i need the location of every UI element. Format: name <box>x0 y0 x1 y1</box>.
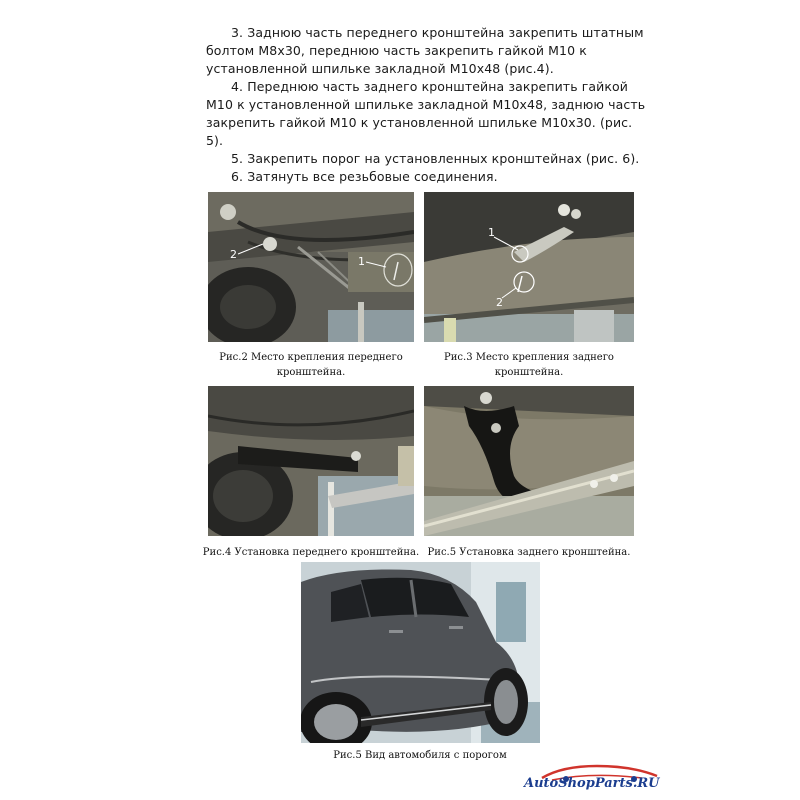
step-3: 3. Заднюю часть переднего кронштейна закрепить штатным болтом М8х30, переднюю часть закрепить гайкой М10 к установленной шпильке закладной М10х48 (рис.4). <box>206 25 644 76</box>
marker-2: 2 <box>230 248 237 261</box>
marker-1: 1 <box>358 255 365 268</box>
marker-2: 2 <box>496 296 503 309</box>
step-4: 4. Переднюю часть заднего кронштейна закрепить гайкой М10 к установленной шпильке закладной М10х48, заднюю часть закрепить гайкой М10 к установленной шпильке М10х30. (рис. 5). <box>206 79 646 148</box>
caption-fig4: Рис.4 Установка переднего кронштейна. <box>202 547 420 558</box>
caption-fig6: Рис.5 Вид автомобиля с порогом <box>333 750 507 761</box>
photo-rear-bracket-installed <box>424 386 634 536</box>
site-logo <box>522 762 692 796</box>
step-5: 5. Закрепить порог на установленных кронштейнах (рис. 6). <box>231 151 640 166</box>
photo-rear-bracket-mount <box>424 192 634 342</box>
caption-fig2: Рис.2 Место крепления переднего кронштейна. <box>219 352 403 378</box>
logo-text: AutoShopParts.RU <box>524 776 660 791</box>
step-6: 6. Затянуть все резьбовые соединения. <box>231 169 498 184</box>
instructions-text <box>206 24 646 186</box>
caption-fig5: Рис.5 Установка заднего кронштейна. <box>427 547 631 558</box>
marker-1: 1 <box>488 226 495 239</box>
caption-fig3: Рис.3 Место крепления заднего кронштейна. <box>444 352 614 378</box>
photo-front-bracket-mount <box>208 192 414 342</box>
photo-front-bracket-installed <box>208 386 414 536</box>
photo-car-with-side-step <box>301 562 540 743</box>
